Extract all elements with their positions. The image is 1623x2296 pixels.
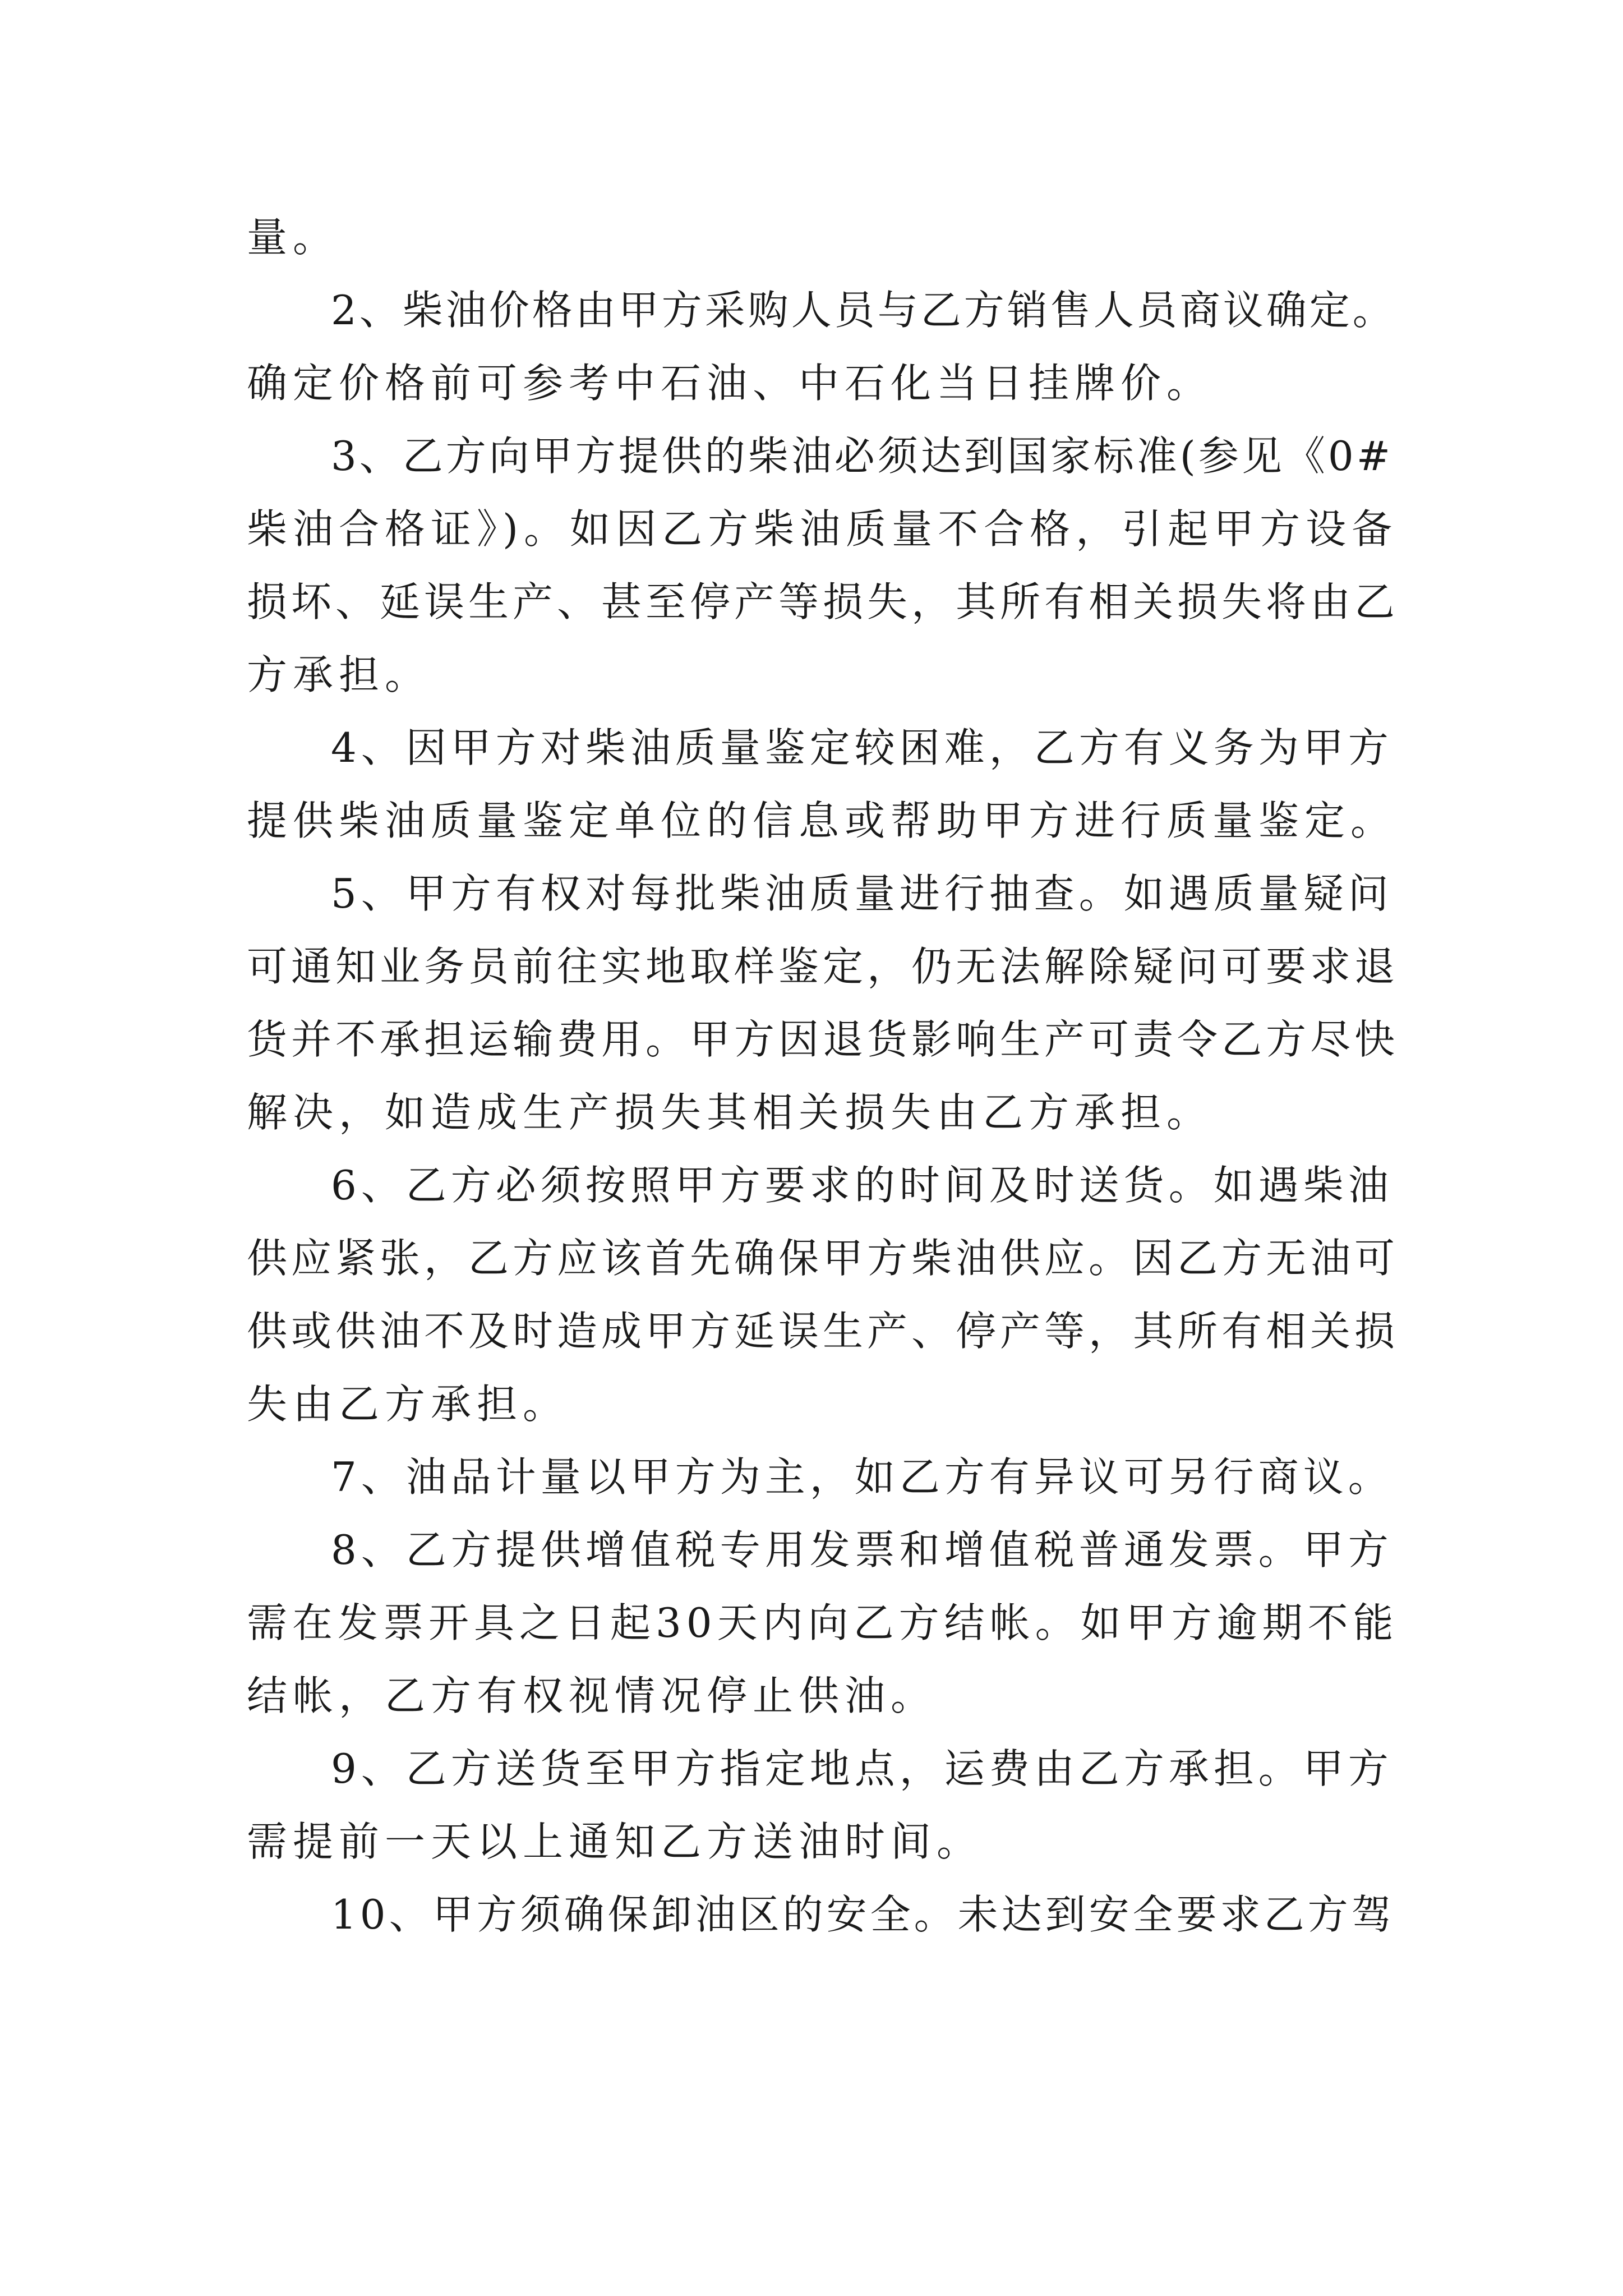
paragraph-line: 提供柴油质量鉴定单位的信息或帮助甲方进行质量鉴定。 <box>247 797 1397 844</box>
paragraph-line: 损坏、延误生产、甚至停产等损失，其所有相关损失将由乙 <box>247 578 1399 625</box>
paragraph-line: 5、甲方有权对每批柴油质量进行抽查。如遇质量疑问 <box>331 870 1393 917</box>
paragraph-line: 柴油合格证》)。如因乙方柴油质量不合格，引起甲方设备 <box>247 505 1398 553</box>
paragraph-line: 可通知业务员前往实地取样鉴定，仍无法解除疑问可要求退 <box>247 943 1399 990</box>
paragraph-line: 确定价格前可参考中石油、中石化当日挂牌价。 <box>247 360 1213 407</box>
paragraph-line: 8、乙方提供增值税专用发票和增值税普通发票。甲方 <box>331 1526 1393 1573</box>
paragraph-line: 3、乙方向甲方提供的柴油必须达到国家标准(参见《0# <box>331 432 1394 480</box>
paragraph-line: 供或供油不及时造成甲方延误生产、停产等，其所有相关损 <box>247 1308 1399 1355</box>
paragraph-line: 9、乙方送货至甲方指定地点，运费由乙方承担。甲方 <box>331 1745 1393 1792</box>
paragraph-line: 需在发票开具之日起30天内向乙方结帐。如甲方逾期不能 <box>247 1599 1399 1646</box>
paragraph-line: 2、柴油价格由甲方采购人员与乙方销售人员商议确定。 <box>331 287 1396 334</box>
paragraph-line: 失由乙方承担。 <box>247 1381 569 1428</box>
paragraph-line: 6、乙方必须按照甲方要求的时间及时送货。如遇柴油 <box>331 1162 1393 1209</box>
paragraph-line: 解决，如造成生产损失其相关损失由乙方承担。 <box>247 1089 1213 1136</box>
paragraph-line: 结帐，乙方有权视情况停止供油。 <box>247 1672 937 1719</box>
paragraph-line: 需提前一天以上通知乙方送油时间。 <box>247 1818 983 1865</box>
paragraph-line: 7、油品计量以甲方为主，如乙方有异议可另行商议。 <box>331 1453 1393 1501</box>
paragraph-line: 10、甲方须确保卸油区的安全。未达到安全要求乙方驾 <box>331 1891 1395 1938</box>
paragraph-line: 量。 <box>247 214 339 261</box>
paragraph-line: 方承担。 <box>247 651 431 698</box>
paragraph-line: 货并不承担运输费用。甲方因退货影响生产可责令乙方尽快 <box>247 1016 1399 1063</box>
paragraph-line: 4、因甲方对柴油质量鉴定较困难，乙方有义务为甲方 <box>331 724 1393 771</box>
paragraph-line: 供应紧张，乙方应该首先确保甲方柴油供应。因乙方无油可 <box>247 1235 1399 1282</box>
